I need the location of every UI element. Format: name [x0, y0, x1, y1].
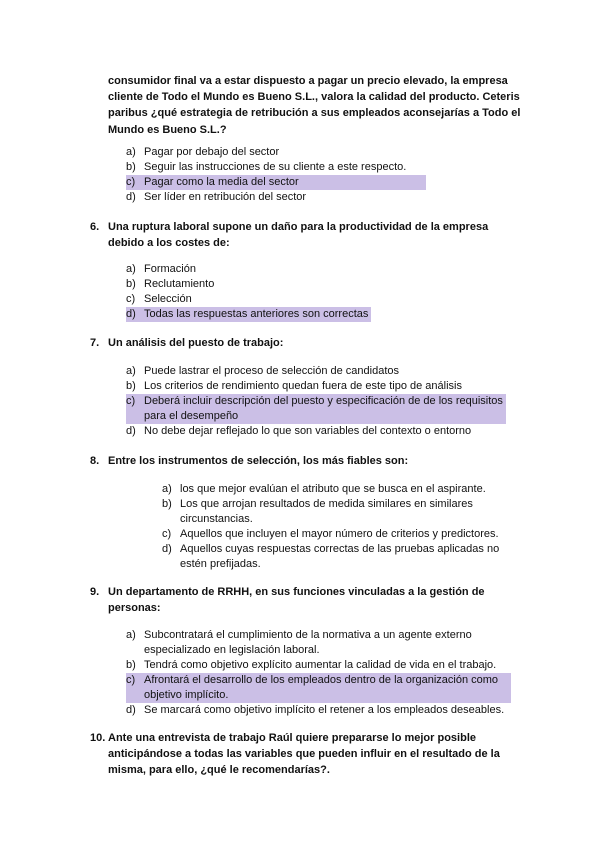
- question-8: 8. Entre los instrumentos de selección, los más fiables son:: [90, 455, 409, 467]
- question-9-options: [126, 628, 511, 718]
- option-c-highlighted: c) Afrontará el desarrollo de los empleados dentro de la organización como objetivo implícito.: [126, 673, 511, 703]
- question-7-options: [126, 364, 506, 439]
- option-d: d) Se marcará como objetivo implícito el retener a los empleados deseables.: [126, 704, 505, 716]
- option-d: d) No debe dejar reflejado lo que son variables del contexto o entorno: [126, 425, 472, 437]
- option-a: a) Pagar por debajo del sector: [126, 146, 280, 158]
- question-5-options: [126, 145, 426, 205]
- option-b: b) Los criterios de rendimiento quedan fuera de este tipo de análisis: [126, 380, 462, 392]
- question-5-continuation: consumidor final va a estar dispuesto a pagar un precio elevado, la empresa cliente de Todo el Mundo es Bueno S.L., valora la calidad del producto. Ceteris paribus ¿qué estrategia de retribución a sus empleados aconsejarías a Todo el Mundo es Bueno S.L.?: [108, 75, 521, 136]
- option-c-highlighted: c) Deberá incluir descripción del puesto y especificación de de los requisitos para el desempeño: [126, 394, 506, 424]
- question-6: 6. Una ruptura laboral supone un daño para la productividad de la empresa debido a los costes de:: [90, 221, 489, 250]
- option-c: c) Aquellos que incluyen el mayor número de criterios y predictores.: [162, 528, 499, 540]
- option-b: b) Tendrá como objetivo explícito aumentar la calidad de vida en el trabajo.: [126, 659, 497, 671]
- option-c: c) Selección: [126, 293, 192, 305]
- question-7: 7. Un análisis del puesto de trabajo:: [90, 337, 284, 349]
- option-a: a) los que mejor evalúan el atributo que se busca en el aspirante.: [162, 483, 486, 495]
- question-8-options: [162, 482, 507, 572]
- question-6-options: [126, 262, 371, 322]
- option-b: b) Los que arrojan resultados de medida similares en similares circunstancias.: [162, 498, 473, 525]
- option-a: a) Puede lastrar el proceso de selección de candidatos: [126, 365, 399, 377]
- question-10: 10. Ante una entrevista de trabajo Raúl quiere prepararse lo mejor posible anticipándose a todas las variables que pueden influir en el resultado de la misma, para ello, ¿qué le recomendarías?.: [90, 732, 500, 777]
- option-a: a) Formación: [126, 263, 196, 275]
- option-d-highlighted: d) Todas las respuestas anteriores son correctas: [126, 307, 371, 322]
- option-b: b) Reclutamiento: [126, 278, 215, 290]
- option-c-highlighted: c) Pagar como la media del sector: [126, 175, 426, 190]
- option-b: b) Seguir las instrucciones de su cliente a este respecto.: [126, 161, 407, 173]
- question-9: 9. Un departamento de RRHH, en sus funciones vinculadas a la gestión de personas:: [90, 586, 485, 615]
- option-a: a) Subcontratará el cumplimiento de la normativa a un agente externo especializado en legislación laboral.: [126, 629, 472, 656]
- option-d: d) Ser líder en retribución del sector: [126, 191, 307, 203]
- option-d: d) Aquellos cuyas respuestas correctas de las pruebas aplicadas no estén prefijadas.: [162, 543, 500, 570]
